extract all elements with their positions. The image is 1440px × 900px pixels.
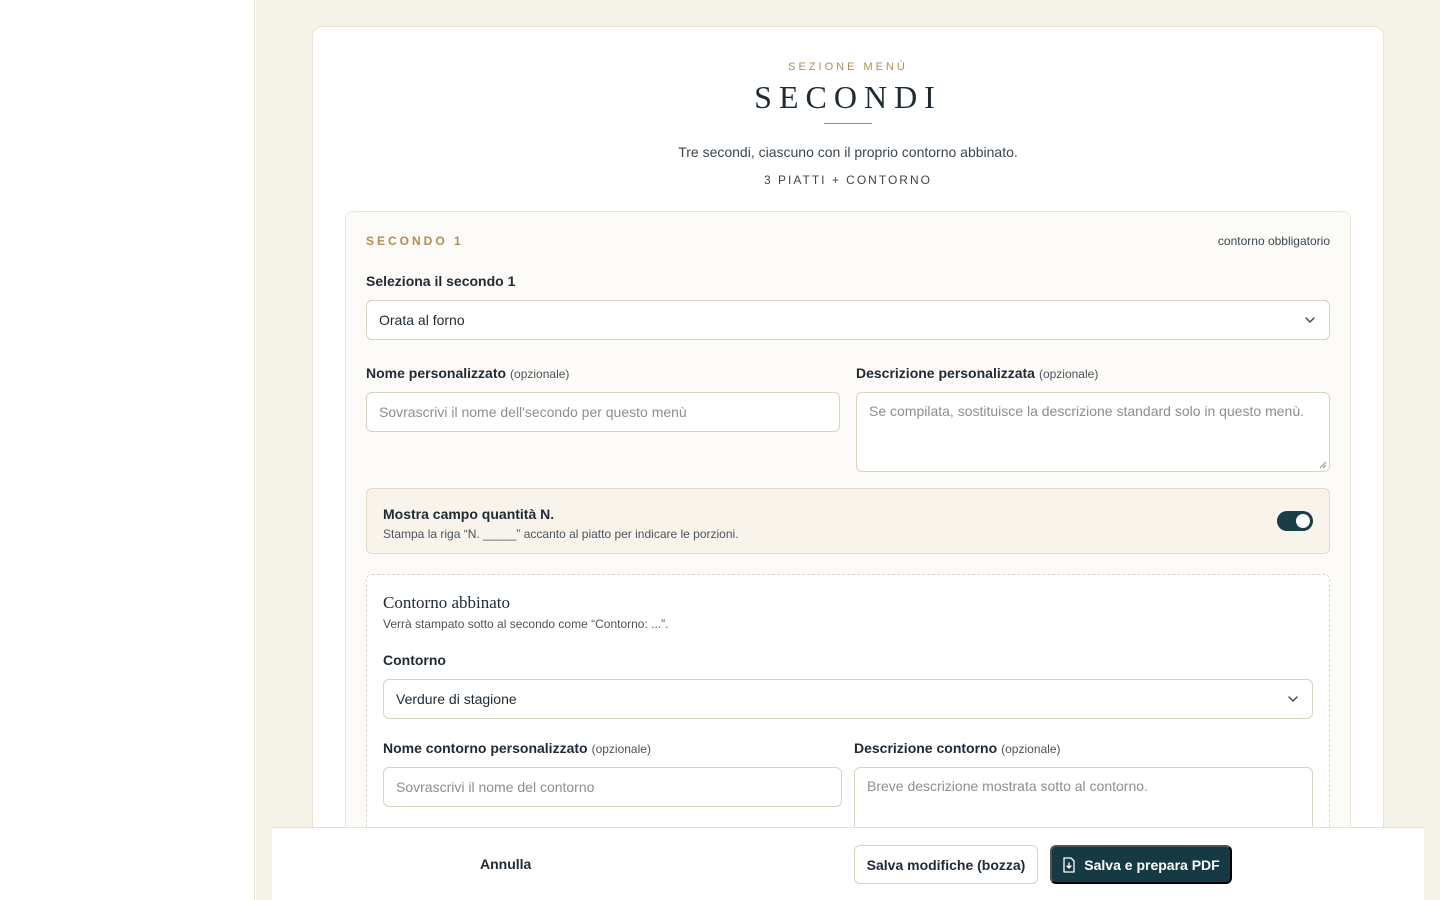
save-pdf-label: Salva e prepara PDF xyxy=(1084,856,1220,873)
custom-desc-label-text: Descrizione personalizzata xyxy=(856,365,1035,381)
secondo-select-label: Seleziona il secondo 1 xyxy=(366,273,516,289)
contorno-desc-label xyxy=(854,740,1061,756)
custom-name-placeholder: Sovrascrivi il nome dell'secondo per questo menù xyxy=(379,404,687,420)
contorno-custom-name-input[interactable] xyxy=(383,767,842,807)
action-footer xyxy=(272,827,1424,900)
contorno-select-label: Contorno xyxy=(383,652,446,668)
menu-section-card xyxy=(312,26,1384,900)
custom-name-label-text: Nome personalizzato xyxy=(366,365,507,381)
secondo-label: SECONDO 1 xyxy=(366,234,464,248)
quantity-toggle-desc: Stampa la riga “N. _____” accanto al piatto per indicare le porzioni. xyxy=(383,527,739,541)
contorno-required-note: contorno obbligatorio xyxy=(1217,234,1330,248)
contorno-custom-name-placeholder: Sovrascrivi il nome del contorno xyxy=(396,779,595,795)
custom-desc-placeholder: Se compilata, sostituisce la descrizione standard solo in questo menù. xyxy=(869,403,1305,419)
secondo-select-value: Orata al forno xyxy=(379,312,465,328)
file-download-icon xyxy=(1062,857,1076,873)
contorno-desc-placeholder: Breve descrizione mostrata sotto al contorno. xyxy=(867,778,1148,794)
main-area xyxy=(256,0,1440,900)
custom-desc-textarea[interactable] xyxy=(856,392,1330,472)
quantity-toggle-title: Mostra campo quantità N. xyxy=(383,506,555,522)
secondo-1-panel xyxy=(345,211,1351,900)
custom-name-input[interactable] xyxy=(366,392,840,432)
chevron-down-icon xyxy=(1303,313,1317,327)
optional-hint: (opzionale) xyxy=(510,367,570,381)
optional-hint: (opzionale) xyxy=(1001,742,1061,756)
toggle-knob xyxy=(1296,514,1310,528)
section-eyebrow: SEZIONE MENÙ xyxy=(788,61,908,73)
optional-hint: (opzionale) xyxy=(591,742,651,756)
optional-hint: (opzionale) xyxy=(1038,367,1099,381)
sidebar xyxy=(0,0,255,900)
resize-handle-icon[interactable] xyxy=(1319,461,1327,469)
contorno-desc-label-text: Descrizione contorno xyxy=(854,740,998,756)
title-divider xyxy=(824,123,872,124)
dish-count: 3 PIATTI + CONTORNO xyxy=(764,173,932,187)
quantity-toggle-row xyxy=(366,488,1330,554)
custom-desc-label xyxy=(856,365,1098,381)
quantity-toggle-switch[interactable] xyxy=(1277,511,1313,531)
save-draft-button[interactable]: Salva modifiche (bozza) xyxy=(854,845,1038,884)
contorno-select[interactable] xyxy=(383,679,1313,719)
contorno-desc: Verrà stampato sotto al secondo come “Contorno: ...”. xyxy=(383,617,669,631)
contorno-select-value: Verdure di stagione xyxy=(396,691,517,707)
custom-name-label xyxy=(366,365,569,381)
contorno-title: Contorno abbinato xyxy=(383,593,511,612)
section-subtitle: Tre secondi, ciascuno con il proprio contorno abbinato. xyxy=(678,144,1018,160)
save-pdf-button[interactable] xyxy=(1050,845,1232,884)
cancel-button[interactable]: Annulla xyxy=(464,845,547,883)
secondo-select[interactable] xyxy=(366,300,1330,340)
contorno-custom-name-label xyxy=(383,740,651,756)
page-title: SECONDI xyxy=(754,79,942,115)
contorno-custom-name-label-text: Nome contorno personalizzato xyxy=(383,740,588,756)
chevron-down-icon xyxy=(1286,692,1300,706)
